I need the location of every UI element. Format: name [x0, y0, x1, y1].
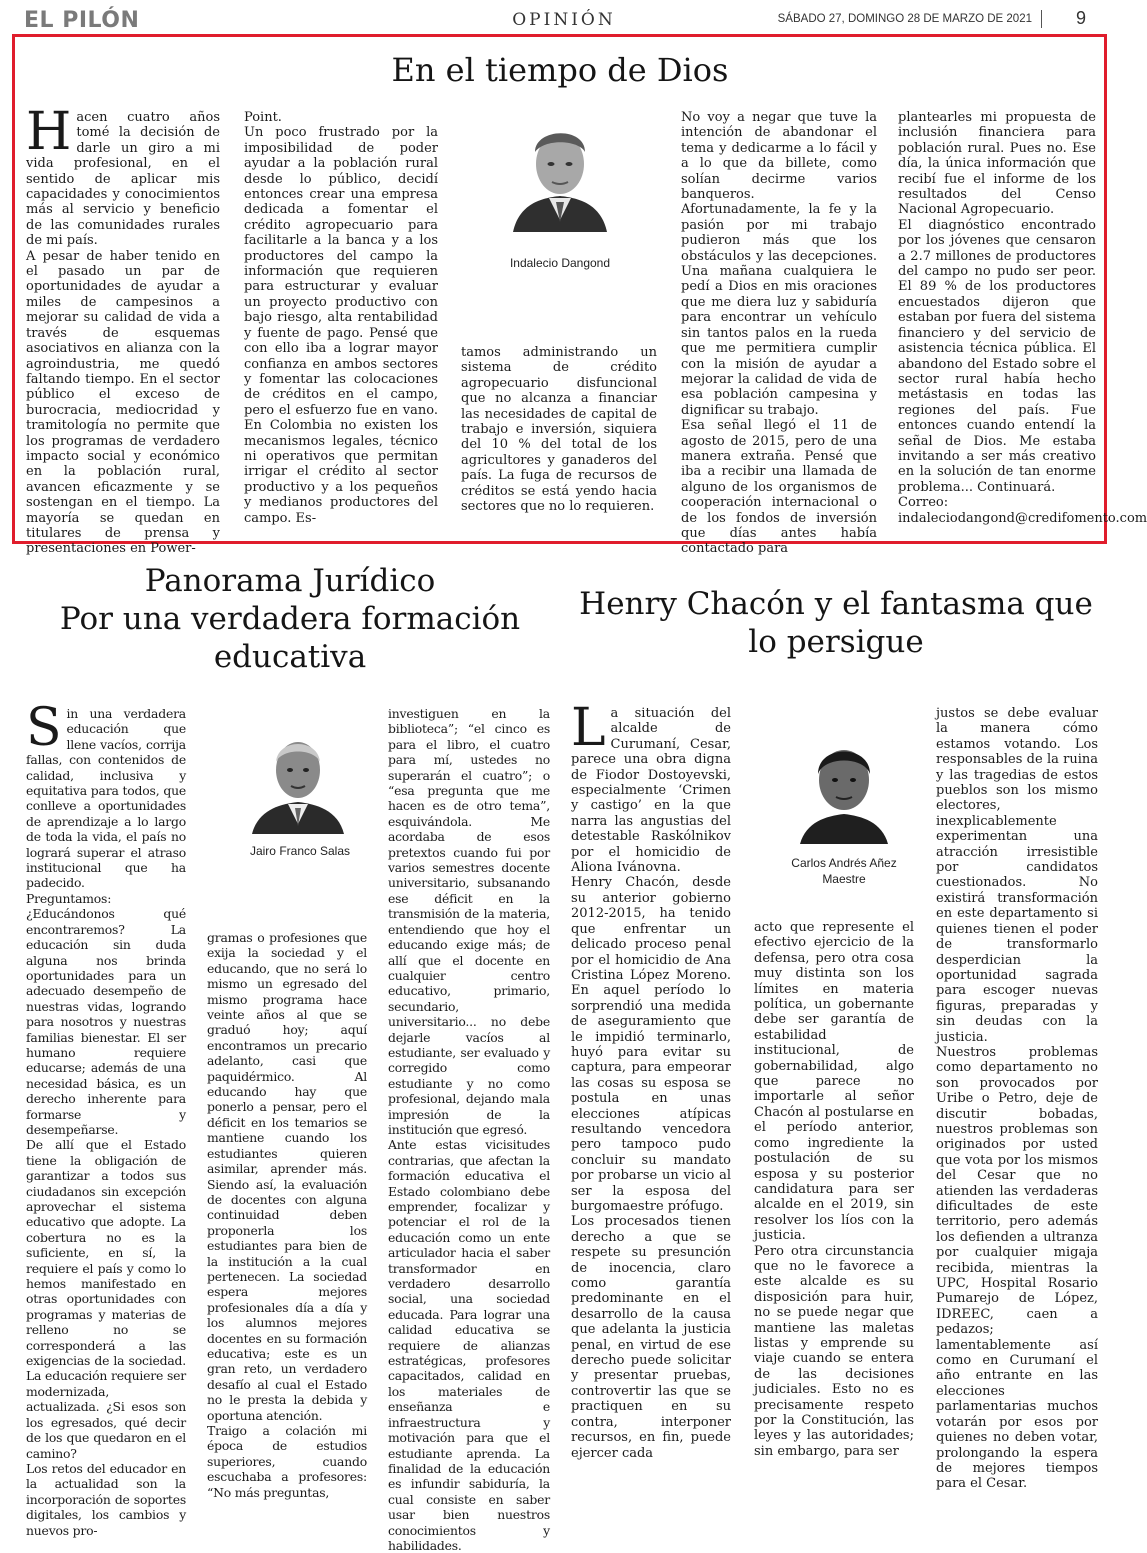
drop-cap: L [571, 698, 606, 758]
divider [1041, 10, 1042, 28]
section-title: OPINIÓN [512, 10, 616, 30]
article-column [681, 110, 877, 557]
article-text: justos se debe evaluar la manera cómo estamos votando. Los responsables de la ruina y las tragedias de estos pueblos son los mismo electores, inexplicablemente experimentan una atracción irresistible por candidatos cuestionados. No existirá transformación en este departamento si quienes tienen el poder de transformarlo desperdician la oportunidad sagrada para escoger nuevas figuras, preparadas y sin deudas con la justicia. Nuestros problemas como departamento no son provocados por Uribe o Petro, deje de discutir bobadas, nuestros problemas son originados por usted que vota por los mismos del Cesar que no atienden las verdaderas dificultades de este territorio, pero además los defienden a ultranza por cualquier migaja recibida, mientras la UPC, Hospital Rosario Pumarejo de López, IDREEC, caen a pedazos; lamentablemente así como en Curumaní el año entrante en las elecciones parlamentarias muchos votarán por esos por quienes no deben votar, prolongando la espera de mejores tiempos para el Cesar. [936, 706, 1098, 1492]
drop-cap: H [26, 102, 72, 162]
drop-cap: S [26, 698, 62, 758]
article-column [26, 102, 220, 557]
article-title: Panorama Jurídico Por una verdadera formación educativa [59, 563, 521, 675]
article-title: Henry Chacón y el fantasma que lo persigue [579, 586, 1093, 660]
article-text: Point. Un poco frustrado por la imposibilidad de poder ayudar a la población rural desde lo público, decidí entonces crear una empresa dedicada a fomentar el crédito agropecuario para facilitarle a la banca y a los productores del campo la información que requieren para estructurar y evaluar un proyecto productivo con bajo riesgo, alta rentabilidad y fuente de pago. Pensé que con ello iba a lograr mayor confianza en ambos sectores y fomentar las colocaciones de créditos en el campo, pero el esfuerzo fue en vano. En Colombia no existen los mecanismos legales, técnico ni operativos que permitan irrigar el crédito al sector productivo y a los pequeños y medianos productores del campo. Es- [244, 110, 438, 526]
article-text: acen cuatro años tomé la decisión de darle un giro a mi vida profesional, en el sentido de aplicar mis capacidades y conocimientos más al servicio y beneficio de las comunidades rurales de mi país. A pesar de haber tenido en el pasado un par de oportunidades de ayudar a miles de campesinos a mejorar su calidad de vida a través de esquemas asociativos en alianza con la agroindustria, me quedó faltando tiempo. En el sector público el exceso de burocracia, mediocridad y tramitología no permite que los programas de verdadero impacto social y económico en la población rural, avancen eficazmente y se sostengan en el tiempo. La mayoría se quedan en titulares de prensa y presentaciones en Power- [26, 110, 220, 557]
author-photo [794, 734, 894, 844]
author-name: Indalecio Dangond [509, 256, 611, 270]
article-column [461, 345, 657, 525]
article-column [26, 698, 186, 1538]
author-name: Jairo Franco Salas [249, 844, 351, 858]
article-column [754, 920, 914, 1459]
article-text: plantearles mi propuesta de inclusión financiera para población rural. Pues no. Ese día, la única información que recibí fue el informe de los resultados del Censo Nacional Agropecuario. El diagnóstico encontrado por los jóvenes que censaron a 2.7 millones de productores del campo no pudo ser peor. El 89 % de los productores encuestados dijeron que estaban por fuera del sistema financiero y del servicio de asistencia técnica pública. El abandono del Estado sobre el sector rural había hecho metástasis en todas las regiones del país. Fue entonces cuando entendí la señal de Dios. Me estaba invitando a ser más creativo en la solución de tan enorme problema... Continuará. Correo: indaleciodangond@credifomento.com [898, 110, 1147, 526]
article-column [207, 930, 367, 1500]
masthead [0, 0, 1128, 34]
author-name: Carlos Andrés Añez Maestre [791, 856, 897, 886]
article-text: tamos administrando un sistema de crédito agropecuario disfuncional que no alcanza a financiar las necesidades de capital de trabajo e inversión, siquiera del 10 % del total de los agricultores y ganaderos del país. La fuga de recursos de créditos se está yendo hacia sectores que no lo requieren. [461, 345, 657, 515]
article-text: No voy a negar que tuve la intención de abandonar el tema y dedicarme a lo fácil y a lo que da billete, como solían decirme varios banqueros. Afortunadamente, la fe y la pasión por mi trabajo pudieron más que los obstáculos y las decepciones. Una mañana cualquiera le pedí a Dios en mis oraciones que me diera luz y sabiduría para encontrar un vehículo sin tantos palos en la rueda que me permitiera cumplir con la misión de ayudar a mejorar la calidad de vida de esa población campesina y dignificar su trabajo. Esa señal llegó el 11 de agosto de 2015, pero de una manera extraña. Pensé que iba a recibir una llamada de alguno de los organismos de cooperación internacional o de los fondos de inversión que días antes había contactado para [681, 110, 877, 557]
article-column [898, 110, 1147, 528]
article-column [244, 110, 438, 528]
issue-date: SÁBADO 27, DOMINGO 28 DE MARZO DE 2021 [777, 13, 1032, 25]
article-column [388, 706, 550, 1553]
article-text: in una verdadera educación que llene vacíos, corrija fallas, con contenidos de calidad, inclusiva y equitativa para todos, que conlleve a oportunidades de aprendizaje a lo largo de toda la vida, el país no logrará superar el atraso institucional que ha padecido. Preguntamos: ¿Educándonos qué encontraremos? La educación sin duda alguna nos brinda oportunidades para un adecuado desempeño de nuestras vidas, logrando para nosotros y nuestras familias bienestar. El ser humano requiere educarse; además de una necesidad básica, es un derecho inherente para formarse y desempeñarse. De allí que el Estado tiene la obligación de garantizar a todos sus ciudadanos sin excepción aprovechar el sistema educativo que adopte. La cobertura no es la suficiente, en sí, la requiere el país y como lo hemos manifestado en otras oportunidades con programas y materias de relleno no se corresponderá a las exigencias de la sociedad. La educación requiere ser modernizada, actualizada. ¿Si esos son los egresados, qué decir de los que quedaron en el camino? Los retos del educador en la actualidad son la incorporación de soportes digitales, los cambios y nuevos pro- [26, 706, 186, 1538]
article-text: a situación del alcalde de Curumaní, Cesar, parece una obra digna de Fiodor Dostoyevski, especialmente ‘Crimen y castigo’ en la que narra las angustias del detestable Raskólnikov por el homicidio de Aliona Ivánovna. Henry Chacón, desde su anterior gobierno 2012-2015, ha tenido que enfrentar un delicado proceso penal por el homicidio de Ana Cristina López Moreno. En aquel período lo sorprendió una medida de aseguramiento que le impidió terminarlo, huyó para evitar su captura, para empeorar las cosas su esposa se postula en unas elecciones atípicas resultando vencedora pero tampoco pudo concluir su mandato por probarse un vicio al ser la esposa del burgomaestre prófugo. Los procesados tienen derecho a que se respete su presunción de inocencia, claro como garantía predominante en el desarrollo de la causa que adelanta la justicia penal, en virtud de ese derecho puede solicitar y presentar pruebas, controvertir las que se practiquen en su contra, interponer recursos, en fin, puede ejercer cada [571, 706, 731, 1461]
article-column [571, 698, 731, 1461]
article-title: En el tiempo de Dios [391, 51, 729, 89]
article-text: gramas o profesiones que exija la sociedad y el educando, que no será lo mismo un egresado del mismo programa hace veinte años al que se graduó hoy; aquí encontramos un precario adelanto, casi que paquidérmico. Al educando hay que ponerlo a pensar, pero el déficit en los temarios se mantiene cuando los estudiantes quieren asimilar, aprender más. Siendo así, la evaluación de docentes con alguna continuidad deben proponerla los estudiantes para bien de la institución a la cual pertenecen. La sociedad espera mejores profesionales día a día y los alumnos mejores docentes en su formación educativa; este es un gran reto, un verdadero desafío al cual el Estado no le presta la debida y oportuna atención. Traigo a colación mi época de estudios superiores, cuando escuchaba a profesores: “No más preguntas, [207, 930, 367, 1500]
page-number: 9 [1075, 8, 1086, 28]
author-photo [248, 724, 348, 834]
article-column [936, 706, 1098, 1492]
author-photo [505, 112, 615, 232]
article-text: acto que represente el efectivo ejercicio de la defensa, pero otra cosa muy distinta son los límites en materia política, un gobernante debe ser garantía de estabilidad institucional, de gobernabilidad, algo que parece no importarle al señor Chacón al postularse en el período anterior, como ingrediente la postulación de su esposa y su posterior candidatura para ser alcalde en el 2019, sin resolver los líos con la justicia. Pero otra circunstancia que no le favorece a este alcalde es su disposición para huir, no se puede negar que mantiene las maletas listas y emprende su viaje cuando se entera de las decisiones judiciales. Esto no es precisamente respeto por la Constitución, las leyes y las autoridades; sin embargo, para ser [754, 920, 914, 1459]
newspaper-logo: EL PILÓN [24, 8, 140, 33]
article-text: investiguen en la biblioteca”; “el cinco es para el libro, el cuatro para mí, ustedes no superarán el cuatro”; o “esa pregunta que me hacen es de otro tema”, esquivándola. Me acordaba de esos pretextos cuando fui por varios semestres docente universitario, subsanando ese déficit en la transmisión de la materia, entendiendo que hoy el educando exige más; de allí que el docente en cualquier centro educativo, primario, secundario, universitario... no debe dejarle vacíos al estudiante, ser evaluado y corregido como estudiante y no como profesional, dejando mala impresión de la institución que egresó. Ante estas vicisitudes contrarias, que afectan la formación educativa el Estado colombiano debe emprender, focalizar y potenciar el rol de la educación como un ente articulador hacia el saber transformador en verdadero desarrollo social, una sociedad educada. Para lograr una calidad educativa se requiere de alianzas estratégicas, profesores capacitados, calidad en los materiales de enseñanza e infraestructura y motivación para que el estudiante aprenda. La finalidad de la educación es infundir sabiduría, la cual consiste en saber usar bien nuestros conocimientos y habilidades. [388, 706, 550, 1553]
